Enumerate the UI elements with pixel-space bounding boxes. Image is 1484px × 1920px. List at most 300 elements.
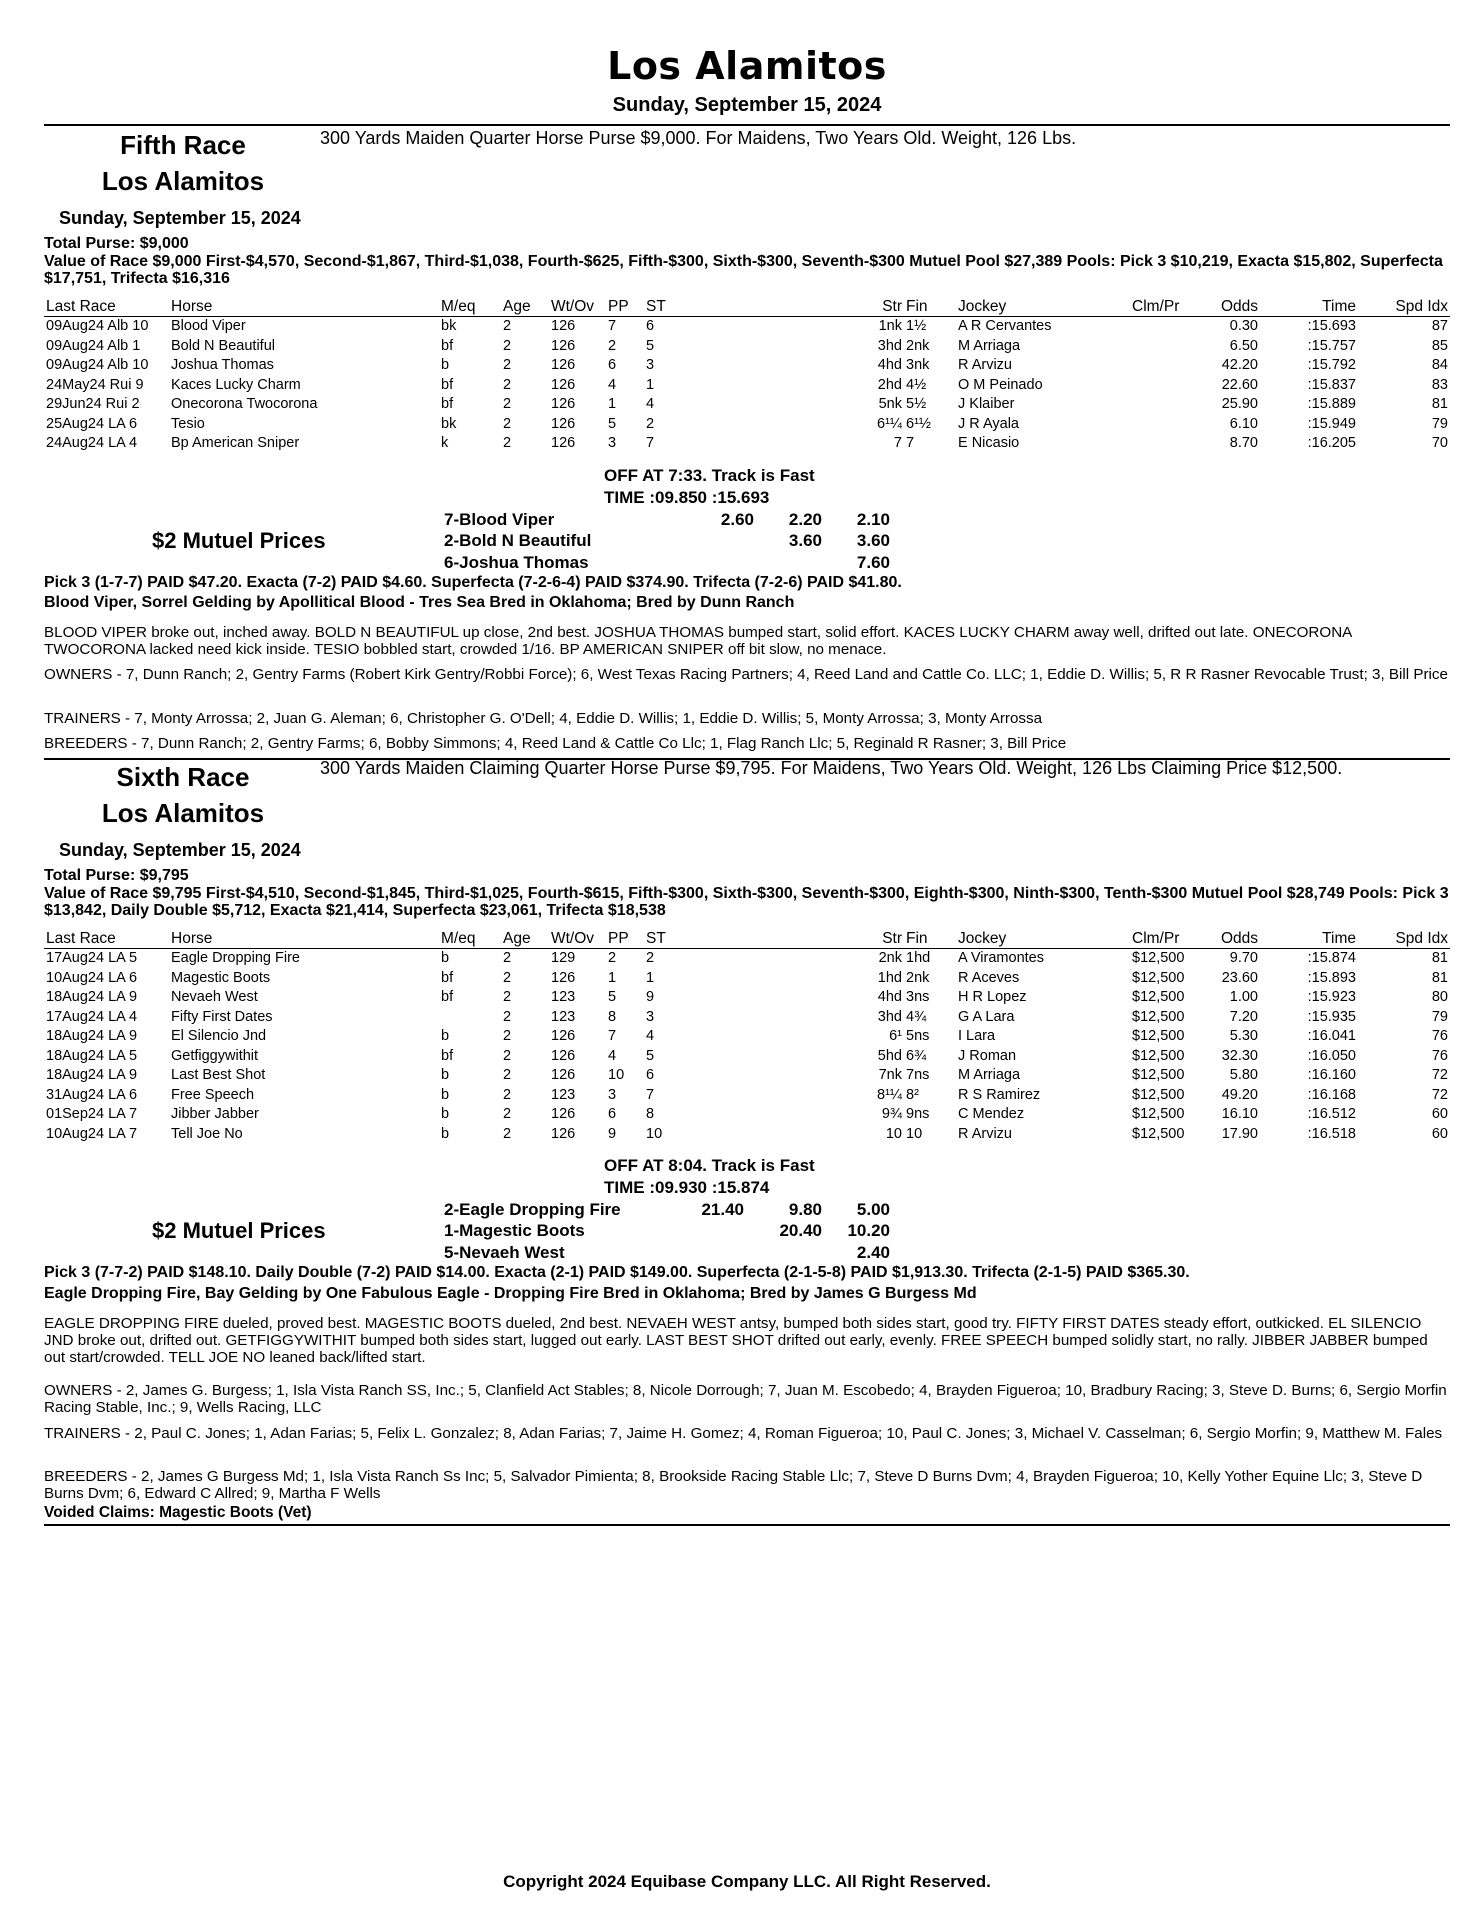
- cell-odds: 5.80: [1229, 1067, 1258, 1084]
- cell-spd-idx: 83: [1431, 376, 1448, 393]
- mutuel-show: 2.10: [856, 510, 890, 529]
- cell-odds: 49.20: [1221, 1086, 1258, 1103]
- col-wtov: Wt/Ov: [549, 292, 606, 317]
- cell-clmpr: $12,500: [1132, 950, 1185, 967]
- cell-jockey: I Lara: [958, 1028, 996, 1045]
- col-pp: PP: [606, 924, 644, 949]
- table-row: [44, 356, 1450, 376]
- cell-clmpr: $12,500: [1132, 1086, 1185, 1103]
- col-time: Time: [1260, 924, 1358, 949]
- cell-str: 9¾: [881, 1106, 902, 1123]
- cell-odds: 9.70: [1229, 950, 1258, 967]
- cell-clmpr: [1130, 395, 1196, 415]
- cell-wtov: 123: [551, 1008, 576, 1025]
- race-conditions: 300 Yards Maiden Claiming Quarter Horse Purse $9,795. For Maidens, Two Years Old. Weight, 126 Lbs Claiming Price $12,500.: [320, 758, 1343, 778]
- cell-st: 5: [646, 337, 655, 354]
- cell-time: :16.160: [1307, 1067, 1356, 1084]
- mutuel-horse: 1-Magestic Boots: [444, 1221, 585, 1240]
- cell-str: 3hd: [877, 1008, 902, 1025]
- winner-info: Eagle Dropping Fire, Bay Gelding by One Fabulous Eagle - Dropping Fire Bred in Oklahoma; Bred by James G Burgess Md: [44, 1285, 977, 1302]
- mutuel-horse: 2-Bold N Beautiful: [444, 531, 592, 550]
- mutuel-win: 21.40: [701, 1200, 744, 1219]
- cell-st: 1: [646, 969, 655, 986]
- cell-spd-idx: 72: [1431, 1086, 1448, 1103]
- cell-wtov: 123: [551, 989, 576, 1006]
- col-fin: Fin: [904, 924, 956, 949]
- cell-str: 2nk: [878, 950, 902, 967]
- cell-wtov: 129: [551, 950, 576, 967]
- cell-pp: 6: [608, 1106, 617, 1123]
- page-title: Los Alamitos: [607, 44, 887, 88]
- table-row: [44, 317, 1450, 337]
- cell-pp: 4: [608, 376, 617, 393]
- race-trainers: TRAINERS - 7, Monty Arrossa; 2, Juan G. Aleman; 6, Christopher G. O'Dell; 4, Eddie D. Willis; 1, Eddie D. Willis; 5, Monty Arrossa; 3, Monty Arrossa: [44, 710, 1043, 727]
- mutuel-show: 2.40: [856, 1243, 890, 1262]
- cell-fin: 1hd: [906, 950, 931, 967]
- mutuel-horse: 7-Blood Viper: [444, 510, 555, 529]
- cell-fin: 7: [906, 435, 915, 452]
- cell-time: :16.518: [1307, 1125, 1356, 1142]
- cell-st: 3: [646, 357, 655, 374]
- cell-odds: 16.10: [1221, 1106, 1258, 1123]
- table-row: [44, 1125, 1450, 1145]
- cell-horse: Nevaeh West: [171, 989, 258, 1006]
- col-str: Str: [854, 924, 904, 949]
- cell-age: 2: [503, 318, 512, 335]
- col-str: Str: [854, 292, 904, 317]
- mutuel-title: $2 Mutuel Prices: [152, 528, 326, 553]
- race-owners: OWNERS - 7, Dunn Ranch; 2, Gentry Farms (Robert Kirk Gentry/Robbi Force); 6, West Texas Racing Partners; 4, Reed Land and Cattle Co. LLC; 1, Eddie D. Willis; 5, R R Rasner Revocable Trust; 3, Bill Price: [44, 666, 1448, 683]
- race-title: Fifth Race: [120, 130, 246, 160]
- cell-pp: 7: [608, 318, 617, 335]
- cell-spd-idx: 60: [1431, 1125, 1448, 1142]
- cell-spd-idx: 81: [1431, 950, 1448, 967]
- cell-jockey: G A Lara: [958, 1008, 1015, 1025]
- exotic-payoffs: Pick 3 (7-7-2) PAID $148.10. Daily Double (7-2) PAID $14.00. Exacta (2-1) PAID $149.00. Superfecta (2-1-5-8) PAID $1,913.30. Trifecta (2-1-5) PAID $365.30.: [44, 1264, 1190, 1281]
- cell-fin: 2nk: [906, 969, 930, 986]
- col-last-race: Last Race: [44, 292, 169, 317]
- off-time: OFF AT 7:33. Track is Fast: [604, 466, 815, 485]
- cell-last-race: 25Aug24 LA 6: [46, 415, 138, 432]
- cell-jockey: M Arriaga: [958, 337, 1021, 354]
- cell-st: 4: [646, 1028, 655, 1045]
- cell-meq: b: [441, 1086, 450, 1103]
- cell-age: 2: [503, 376, 512, 393]
- cell-last-race: 29Jun24 Rui 2: [46, 396, 140, 413]
- cell-age: 2: [503, 1106, 512, 1123]
- off-time: OFF AT 8:04. Track is Fast: [604, 1156, 815, 1175]
- cell-clmpr: [1130, 434, 1196, 454]
- total-purse: Total Purse: $9,000: [44, 235, 189, 252]
- results-table: [44, 292, 1450, 454]
- cell-jockey: O M Peinado: [958, 376, 1043, 393]
- cell-last-race: 09Aug24 Alb 1: [46, 337, 141, 354]
- cell-wtov: 126: [551, 396, 576, 413]
- mutuel-horse: 6-Joshua Thomas: [444, 553, 589, 572]
- cell-horse: Kaces Lucky Charm: [171, 376, 301, 393]
- cell-odds: 6.50: [1229, 337, 1258, 354]
- cell-time: :16.050: [1307, 1047, 1356, 1064]
- mutuel-place: 9.80: [788, 1200, 822, 1219]
- cell-st: 7: [646, 1086, 655, 1103]
- cell-age: 2: [503, 435, 512, 452]
- cell-st: 6: [646, 318, 655, 335]
- cell-clmpr: $12,500: [1132, 969, 1185, 986]
- cell-jockey: H R Lopez: [958, 989, 1027, 1006]
- table-header: [44, 924, 1450, 949]
- cell-time: :15.874: [1307, 950, 1356, 967]
- cell-jockey: M Arriaga: [958, 1067, 1021, 1084]
- cell-time: :15.792: [1307, 357, 1356, 374]
- cell-clmpr: [1130, 415, 1196, 435]
- table-row: [44, 1086, 1450, 1106]
- cell-age: 2: [503, 989, 512, 1006]
- table-row: [44, 988, 1450, 1008]
- race-track: Los Alamitos: [101, 166, 265, 196]
- cell-odds: 8.70: [1229, 435, 1258, 452]
- cell-wtov: 123: [551, 1086, 576, 1103]
- cell-str: 4hd: [877, 989, 902, 1006]
- table-row: [44, 395, 1450, 415]
- race-comments: EAGLE DROPPING FIRE dueled, proved best. MAGESTIC BOOTS dueled, 2nd best. NEVAEH WEST antsy, bumped both sides start, good try. FIFTY FIRST DATES steady effort, outkicked. EL SILENCIO JND broke out, drifted out. GETFIGGYWITHIT bumped both sides start, lugged out early. LAST BEST SHOT drifted out early, evenly. FREE SPEECH bumped solidly start, no rally. JIBBER JABBER bumped out start/crowded. TELL JOE NO leaned back/lifted start.: [44, 1315, 1428, 1366]
- race-comments: BLOOD VIPER broke out, inched away. BOLD N BEAUTIFUL up close, 2nd best. JOSHUA THOMAS bumped start, solid effort. KACES LUCKY CHARM away well, drifted out late. ONECORONA TWOCORONA lacked need kick inside. TESIO bobbled start, crowded 1/16. BP AMERICAN SNIPER off bit slow, no menace.: [44, 624, 1352, 658]
- cell-odds: 22.60: [1221, 376, 1258, 393]
- cell-jockey: A Viramontes: [958, 950, 1044, 967]
- cell-wtov: 126: [551, 357, 576, 374]
- cell-jockey: R Aceves: [958, 969, 1020, 986]
- race-date: Sunday, September 15, 2024: [59, 208, 301, 228]
- cell-time: :16.041: [1307, 1028, 1356, 1045]
- cell-age: 2: [503, 969, 512, 986]
- cell-jockey: J Klaiber: [958, 396, 1015, 413]
- cell-clmpr: $12,500: [1132, 1047, 1185, 1064]
- cell-st: 7: [646, 435, 655, 452]
- cell-wtov: 126: [551, 1125, 576, 1142]
- race-date: Sunday, September 15, 2024: [59, 840, 301, 860]
- cell-time: :15.757: [1307, 337, 1356, 354]
- cell-pp: 1: [608, 969, 617, 986]
- cell-odds: 6.10: [1229, 415, 1258, 432]
- cell-last-race: 09Aug24 Alb 10: [46, 357, 149, 374]
- col-pp: PP: [606, 292, 644, 317]
- cell-str: 5hd: [877, 1047, 902, 1064]
- cell-str: 6¹: [889, 1028, 902, 1045]
- cell-time: :15.693: [1307, 318, 1356, 335]
- cell-last-race: 10Aug24 LA 6: [46, 969, 138, 986]
- cell-jockey: A R Cervantes: [958, 318, 1052, 335]
- cell-pp: 9: [608, 1125, 617, 1142]
- cell-wtov: 126: [551, 337, 576, 354]
- total-purse: Total Purse: $9,795: [44, 867, 189, 884]
- cell-horse: Joshua Thomas: [171, 357, 274, 374]
- col-odds: Odds: [1196, 924, 1260, 949]
- cell-odds: 42.20: [1221, 357, 1258, 374]
- mutuel-show: 3.60: [856, 531, 890, 550]
- cell-last-race: 24May24 Rui 9: [46, 376, 144, 393]
- col-last-race: Last Race: [44, 924, 169, 949]
- mutuel-place: 3.60: [788, 531, 822, 550]
- cell-jockey: R S Ramirez: [958, 1086, 1041, 1103]
- table-row: [44, 1105, 1450, 1125]
- col-wtov: Wt/Ov: [549, 924, 606, 949]
- col-jockey: Jockey: [956, 292, 1130, 317]
- cell-horse: Getfiggywithit: [171, 1047, 259, 1064]
- col-odds: Odds: [1196, 292, 1260, 317]
- cell-st: 3: [646, 1008, 655, 1025]
- cell-horse: Bp American Sniper: [171, 435, 300, 452]
- cell-meq: k: [441, 435, 449, 452]
- cell-meq: b: [441, 357, 450, 374]
- cell-horse: Eagle Dropping Fire: [171, 950, 300, 967]
- cell-pp: 6: [608, 357, 617, 374]
- voided-claims: Voided Claims: Magestic Boots (Vet): [44, 1504, 312, 1521]
- cell-pp: 4: [608, 1047, 617, 1064]
- copyright: Copyright 2024 Equibase Company LLC. All Right Reserved.: [503, 1872, 991, 1891]
- race-track: Los Alamitos: [101, 798, 265, 828]
- cell-clmpr: $12,500: [1132, 1067, 1185, 1084]
- cell-spd-idx: 85: [1431, 337, 1448, 354]
- cell-meq: b: [441, 1028, 450, 1045]
- cell-fin: 10: [906, 1125, 923, 1142]
- cell-fin: 2nk: [906, 337, 930, 354]
- cell-meq: b: [441, 1067, 450, 1084]
- race-breeders: BREEDERS - 7, Dunn Ranch; 2, Gentry Farms; 6, Bobby Simmons; 4, Reed Land & Cattle Co Llc; 1, Flag Ranch Llc; 5, Reginald R Rasner; 3, Bill Price: [44, 735, 1067, 752]
- col-st: ST: [644, 292, 854, 317]
- cell-meq: bf: [441, 376, 454, 393]
- race-trainers: TRAINERS - 2, Paul C. Jones; 1, Adan Farias; 5, Felix L. Gonzalez; 8, Adan Farias; 7, Jaime H. Gomez; 4, Roman Figueroa; 10, Paul C. Jones; 3, Michael V. Casselman; 6, Sergio Morfin; 9, Matthew M. Fales: [44, 1425, 1443, 1442]
- cell-clmpr: [1130, 317, 1196, 337]
- cell-pp: 2: [608, 337, 617, 354]
- cell-fin: 4¾: [906, 1008, 927, 1025]
- cell-fin: 7ns: [906, 1067, 930, 1084]
- cell-age: 2: [503, 950, 512, 967]
- cell-fin: 3ns: [906, 989, 930, 1006]
- cell-age: 2: [503, 1125, 512, 1142]
- cell-clmpr: [1130, 337, 1196, 357]
- cell-st: 9: [646, 989, 655, 1006]
- cell-spd-idx: 81: [1431, 969, 1448, 986]
- cell-age: 2: [503, 396, 512, 413]
- mutuel-title: $2 Mutuel Prices: [152, 1218, 326, 1243]
- cell-meq: bk: [441, 318, 457, 335]
- cell-time: :15.949: [1307, 415, 1356, 432]
- cell-str: 7: [893, 435, 902, 452]
- cell-pp: 5: [608, 989, 617, 1006]
- cell-horse: Jibber Jabber: [171, 1106, 259, 1123]
- cell-horse: Free Speech: [171, 1086, 255, 1103]
- cell-wtov: 126: [551, 376, 576, 393]
- cell-fin: 6¹½: [906, 415, 931, 432]
- cell-jockey: C Mendez: [958, 1106, 1025, 1123]
- cell-meq: bf: [441, 989, 454, 1006]
- cell-horse: Tesio: [171, 415, 205, 432]
- mutuel-show: 7.60: [856, 553, 890, 572]
- cell-st: 5: [646, 1047, 655, 1064]
- table-row: [44, 337, 1450, 357]
- cell-age: 2: [503, 357, 512, 374]
- table-row: [44, 969, 1450, 989]
- cell-spd-idx: 70: [1431, 435, 1448, 452]
- cell-pp: 7: [608, 1028, 617, 1045]
- cell-spd-idx: 76: [1431, 1047, 1448, 1064]
- cell-clmpr: $12,500: [1132, 989, 1185, 1006]
- col-fin: Fin: [904, 292, 956, 317]
- cell-str: 6¹¼: [877, 415, 902, 432]
- cell-spd-idx: 72: [1431, 1067, 1448, 1084]
- cell-meq: bf: [441, 1047, 454, 1064]
- col-spd-idx: Spd Idx: [1358, 924, 1450, 949]
- cell-fin: 5½: [906, 396, 927, 413]
- cell-fin: 5ns: [906, 1028, 930, 1045]
- header-divider: [44, 124, 1450, 126]
- cell-fin: 4½: [906, 376, 927, 393]
- cell-wtov: 126: [551, 969, 576, 986]
- winner-info: Blood Viper, Sorrel Gelding by Apollitical Blood - Tres Sea Bred in Oklahoma; Bred by Dunn Ranch: [44, 594, 795, 611]
- fractional-time: TIME :09.930 :15.874: [604, 1178, 770, 1197]
- cell-odds: 17.90: [1221, 1125, 1258, 1142]
- cell-st: 10: [646, 1125, 663, 1142]
- cell-last-race: 09Aug24 Alb 10: [46, 318, 149, 335]
- cell-spd-idx: 81: [1431, 396, 1448, 413]
- table-row: [44, 415, 1450, 435]
- cell-meq: bf: [441, 396, 454, 413]
- cell-wtov: 126: [551, 1106, 576, 1123]
- cell-horse: Onecorona Twocorona: [171, 396, 318, 413]
- cell-jockey: E Nicasio: [958, 435, 1020, 452]
- cell-last-race: 31Aug24 LA 6: [46, 1086, 138, 1103]
- cell-age: 2: [503, 1086, 512, 1103]
- cell-last-race: 18Aug24 LA 5: [46, 1047, 138, 1064]
- cell-horse: Fifty First Dates: [171, 1008, 273, 1025]
- cell-st: 2: [646, 415, 655, 432]
- cell-wtov: 126: [551, 415, 576, 432]
- cell-pp: 3: [608, 435, 617, 452]
- mutuel-place: 2.20: [788, 510, 822, 529]
- cell-clmpr: $12,500: [1132, 1125, 1185, 1142]
- cell-str: 2hd: [877, 376, 902, 393]
- cell-clmpr: $12,500: [1132, 1106, 1185, 1123]
- race-conditions: 300 Yards Maiden Quarter Horse Purse $9,000. For Maidens, Two Years Old. Weight, 126 Lbs.: [320, 128, 1077, 148]
- cell-str: 7nk: [878, 1067, 902, 1084]
- table-row: [44, 949, 1450, 969]
- cell-st: 2: [646, 950, 655, 967]
- table-header: [44, 292, 1450, 317]
- cell-pp: 1: [608, 396, 617, 413]
- cell-pp: 8: [608, 1008, 617, 1025]
- mutuel-win: 2.60: [720, 510, 754, 529]
- cell-wtov: 126: [551, 1047, 576, 1064]
- cell-fin: 6¾: [906, 1047, 927, 1064]
- cell-age: 2: [503, 1047, 512, 1064]
- cell-time: :16.205: [1307, 435, 1356, 452]
- bottom-divider: [44, 1524, 1450, 1526]
- col-meq: M/eq: [439, 292, 501, 317]
- cell-horse: Bold N Beautiful: [171, 337, 275, 354]
- cell-odds: 1.00: [1229, 989, 1258, 1006]
- cell-meq: bf: [441, 969, 454, 986]
- cell-last-race: 18Aug24 LA 9: [46, 989, 138, 1006]
- cell-time: :15.889: [1307, 396, 1356, 413]
- cell-last-race: 17Aug24 LA 5: [46, 950, 138, 967]
- cell-age: 2: [503, 415, 512, 432]
- col-horse: Horse: [169, 292, 439, 317]
- table-row: [44, 434, 1450, 454]
- cell-jockey: J R Ayala: [958, 415, 1019, 432]
- race-breeders: BREEDERS - 2, James G Burgess Md; 1, Isla Vista Ranch Ss Inc; 5, Salvador Pimienta; 8, Brookside Racing Stable Llc; 7, Steve D Burns Dvm; 4, Brayden Figueroa; 10, Kelly Yother Equine Llc; 3, Steve D Burns Dvm; 6, Edward C Allred; 9, Martha F Wells: [44, 1468, 1423, 1502]
- cell-pp: 10: [608, 1067, 625, 1084]
- cell-last-race: 24Aug24 LA 4: [46, 435, 138, 452]
- cell-str: 1nk: [878, 318, 902, 335]
- cell-meq: [439, 1008, 501, 1028]
- cell-pp: 5: [608, 415, 617, 432]
- cell-horse: Last Best Shot: [171, 1067, 266, 1084]
- cell-time: :16.512: [1307, 1106, 1356, 1123]
- cell-str: 3hd: [877, 337, 902, 354]
- col-clmpr: Clm/Pr: [1130, 924, 1196, 949]
- mutuel-show: 5.00: [856, 1200, 890, 1219]
- cell-st: 6: [646, 1067, 655, 1084]
- cell-clmpr: $12,500: [1132, 1028, 1185, 1045]
- fractional-time: TIME :09.850 :15.693: [604, 488, 770, 507]
- cell-str: 8¹¼: [877, 1086, 902, 1103]
- cell-spd-idx: 60: [1431, 1106, 1448, 1123]
- cell-st: 4: [646, 396, 655, 413]
- cell-meq: bf: [441, 337, 454, 354]
- cell-odds: 25.90: [1221, 396, 1258, 413]
- cell-wtov: 126: [551, 1067, 576, 1084]
- cell-clmpr: [1130, 356, 1196, 376]
- race-owners: OWNERS - 2, James G. Burgess; 1, Isla Vista Ranch SS, Inc.; 5, Clanfield Act Stables; 8, Nicole Dorrough; 7, Juan M. Escobedo; 4, Brayden Figueroa; 10, Bradbury Racing; 3, Steve D. Burns; 6, Sergio Morfin Racing Stable, Inc.; 9, Wells Racing, LLC: [44, 1382, 1447, 1416]
- cell-time: :15.837: [1307, 376, 1356, 393]
- cell-wtov: 126: [551, 435, 576, 452]
- table-row: [44, 1008, 1450, 1028]
- table-row: [44, 1047, 1450, 1067]
- table-row: [44, 1066, 1450, 1086]
- mutuel-place: 20.40: [779, 1221, 822, 1240]
- cell-st: 1: [646, 376, 655, 393]
- col-horse: Horse: [169, 924, 439, 949]
- cell-last-race: 18Aug24 LA 9: [46, 1067, 138, 1084]
- mutuel-horse: 5-Nevaeh West: [444, 1243, 565, 1262]
- cell-wtov: 126: [551, 1028, 576, 1045]
- cell-odds: 32.30: [1221, 1047, 1258, 1064]
- col-age: Age: [501, 924, 549, 949]
- cell-meq: bk: [441, 415, 457, 432]
- table-row: [44, 376, 1450, 396]
- mutuel-horse: 2-Eagle Dropping Fire: [444, 1200, 621, 1219]
- col-meq: M/eq: [439, 924, 501, 949]
- col-age: Age: [501, 292, 549, 317]
- cell-fin: 3nk: [906, 357, 930, 374]
- cell-last-race: 10Aug24 LA 7: [46, 1125, 138, 1142]
- cell-spd-idx: 87: [1431, 318, 1448, 335]
- race-value: Value of Race $9,795 First-$4,510, Second-$1,845, Third-$1,025, Fourth-$615, Fifth-$300, Sixth-$300, Seventh-$300, Eighth-$300, Ninth-$300, Tenth-$300 Mutuel Pool $28,749 Pools: Pick 3 $13,842, Daily Double $5,712, Exacta $21,414, Superfecta $23,061, Trifecta $18,538: [44, 885, 1449, 919]
- cell-meq: b: [441, 1125, 450, 1142]
- chart-page: [44, 0, 1450, 1920]
- cell-time: :15.935: [1307, 1008, 1356, 1025]
- cell-age: 2: [503, 337, 512, 354]
- cell-pp: 2: [608, 950, 617, 967]
- page-date: Sunday, September 15, 2024: [612, 94, 882, 116]
- results-table: [44, 924, 1450, 1144]
- cell-age: 2: [503, 1008, 512, 1025]
- cell-str: 4hd: [877, 357, 902, 374]
- cell-odds: 0.30: [1229, 318, 1258, 335]
- cell-age: 2: [503, 1067, 512, 1084]
- cell-jockey: R Arvizu: [958, 1125, 1012, 1142]
- cell-spd-idx: 79: [1431, 415, 1448, 432]
- col-clmpr: Clm/Pr: [1130, 292, 1196, 317]
